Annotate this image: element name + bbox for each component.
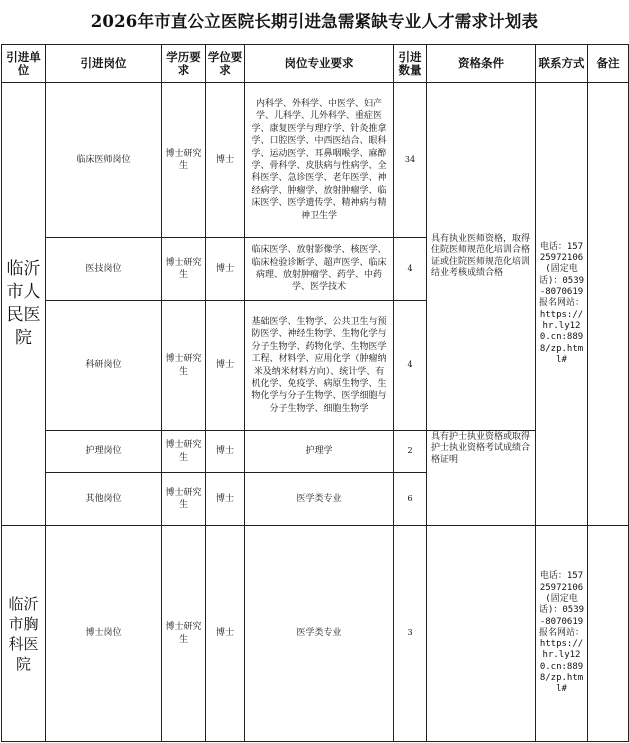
position-cell: 医技岗位	[46, 238, 162, 301]
qualification-cell: 具有护士执业资格或取得护士执业资格考试成绩合格证明	[427, 431, 536, 526]
count-cell: 3	[394, 526, 427, 742]
plan-table	[1, 44, 629, 742]
position-cell: 科研岗位	[46, 301, 162, 431]
major-cell: 基础医学、生物学、公共卫生与预防医学、神经生物学、生物化学与分子生物学、药物化学、生物医学工程、材料学、应用化学（肿瘤纳米及纳米材料方向）、统计学、有机化学、免疫学、病原生物学、生物化学与分子生物学、医学细胞与分子生物学、细胞生物学	[245, 301, 394, 431]
major-cell: 临床医学、放射影像学、核医学、临床检验诊断学、超声医学、临床病理、放射肿瘤学、药学、中药学、医学技术	[245, 238, 394, 301]
position-cell: 护理岗位	[46, 431, 162, 473]
degree-cell: 博士	[206, 431, 245, 473]
major-cell: 护理学	[245, 431, 394, 473]
header-row	[2, 45, 629, 83]
degree-cell: 博士	[206, 473, 245, 526]
major-cell: 医学类专业	[245, 526, 394, 742]
education-cell: 博士研究生	[162, 301, 206, 431]
table-row	[2, 526, 629, 742]
header-education: 学历要求	[162, 45, 206, 83]
header-degree: 学位要求	[206, 45, 245, 83]
header-count: 引进数量	[394, 45, 427, 83]
education-cell: 博士研究生	[162, 431, 206, 473]
qualification-cell: 具有执业医师资格，取得住院医师规范化培训合格证或住院医师规范化培训结业考核成绩合格	[427, 83, 536, 431]
header-major: 岗位专业要求	[245, 45, 394, 83]
major-cell: 内科学、外科学、中医学、妇产学、儿科学、儿外科学、重症医学、康复医学与理疗学、针灸推拿学、口腔医学、中西医结合、眼科学、运动医学、耳鼻咽喉学、麻醉学、骨科学、皮肤病与性病学、全科医学、急诊医学、老年医学、神经病学、肿瘤学、放射肿瘤学、临床医学、医学遗传学、精神病与精神卫生学	[245, 83, 394, 238]
unit-name: 临沂市人民医院	[2, 83, 46, 526]
major-cell: 医学类专业	[245, 473, 394, 526]
education-cell: 博士研究生	[162, 238, 206, 301]
contact-cell: 电话：15725972106(固定电话)：0539-8070619报名网站：https://hr.ly120.cn:8898/zp.html#	[536, 83, 588, 526]
qualification-cell	[427, 526, 536, 742]
education-cell: 博士研究生	[162, 473, 206, 526]
remarks-cell	[588, 526, 629, 742]
header-contact: 联系方式	[536, 45, 588, 83]
education-cell: 博士研究生	[162, 526, 206, 742]
contact-cell: 电话：15725972106(固定电话)：0539-8070619报名网站：https://hr.ly120.cn:8898/zp.html#	[536, 526, 588, 742]
education-cell: 博士研究生	[162, 83, 206, 238]
remarks-cell	[588, 83, 629, 526]
table-row	[2, 431, 629, 473]
header-qualification: 资格条件	[427, 45, 536, 83]
table-row	[2, 83, 629, 238]
header-position: 引进岗位	[46, 45, 162, 83]
degree-cell: 博士	[206, 238, 245, 301]
page-title: 2026年市直公立医院长期引进急需紧缺专业人才需求计划表	[90, 12, 539, 31]
count-cell: 34	[394, 83, 427, 238]
count-cell: 4	[394, 238, 427, 301]
degree-cell: 博士	[206, 83, 245, 238]
position-cell: 博士岗位	[46, 526, 162, 742]
header-remarks: 备注	[588, 45, 629, 83]
position-cell: 临床医师岗位	[46, 83, 162, 238]
count-cell: 6	[394, 473, 427, 526]
unit-name: 临沂市胸科医院	[2, 526, 46, 742]
header-unit: 引进单位	[2, 45, 46, 83]
count-cell: 2	[394, 431, 427, 473]
degree-cell: 博士	[206, 526, 245, 742]
degree-cell: 博士	[206, 301, 245, 431]
count-cell: 4	[394, 301, 427, 431]
position-cell: 其他岗位	[46, 473, 162, 526]
